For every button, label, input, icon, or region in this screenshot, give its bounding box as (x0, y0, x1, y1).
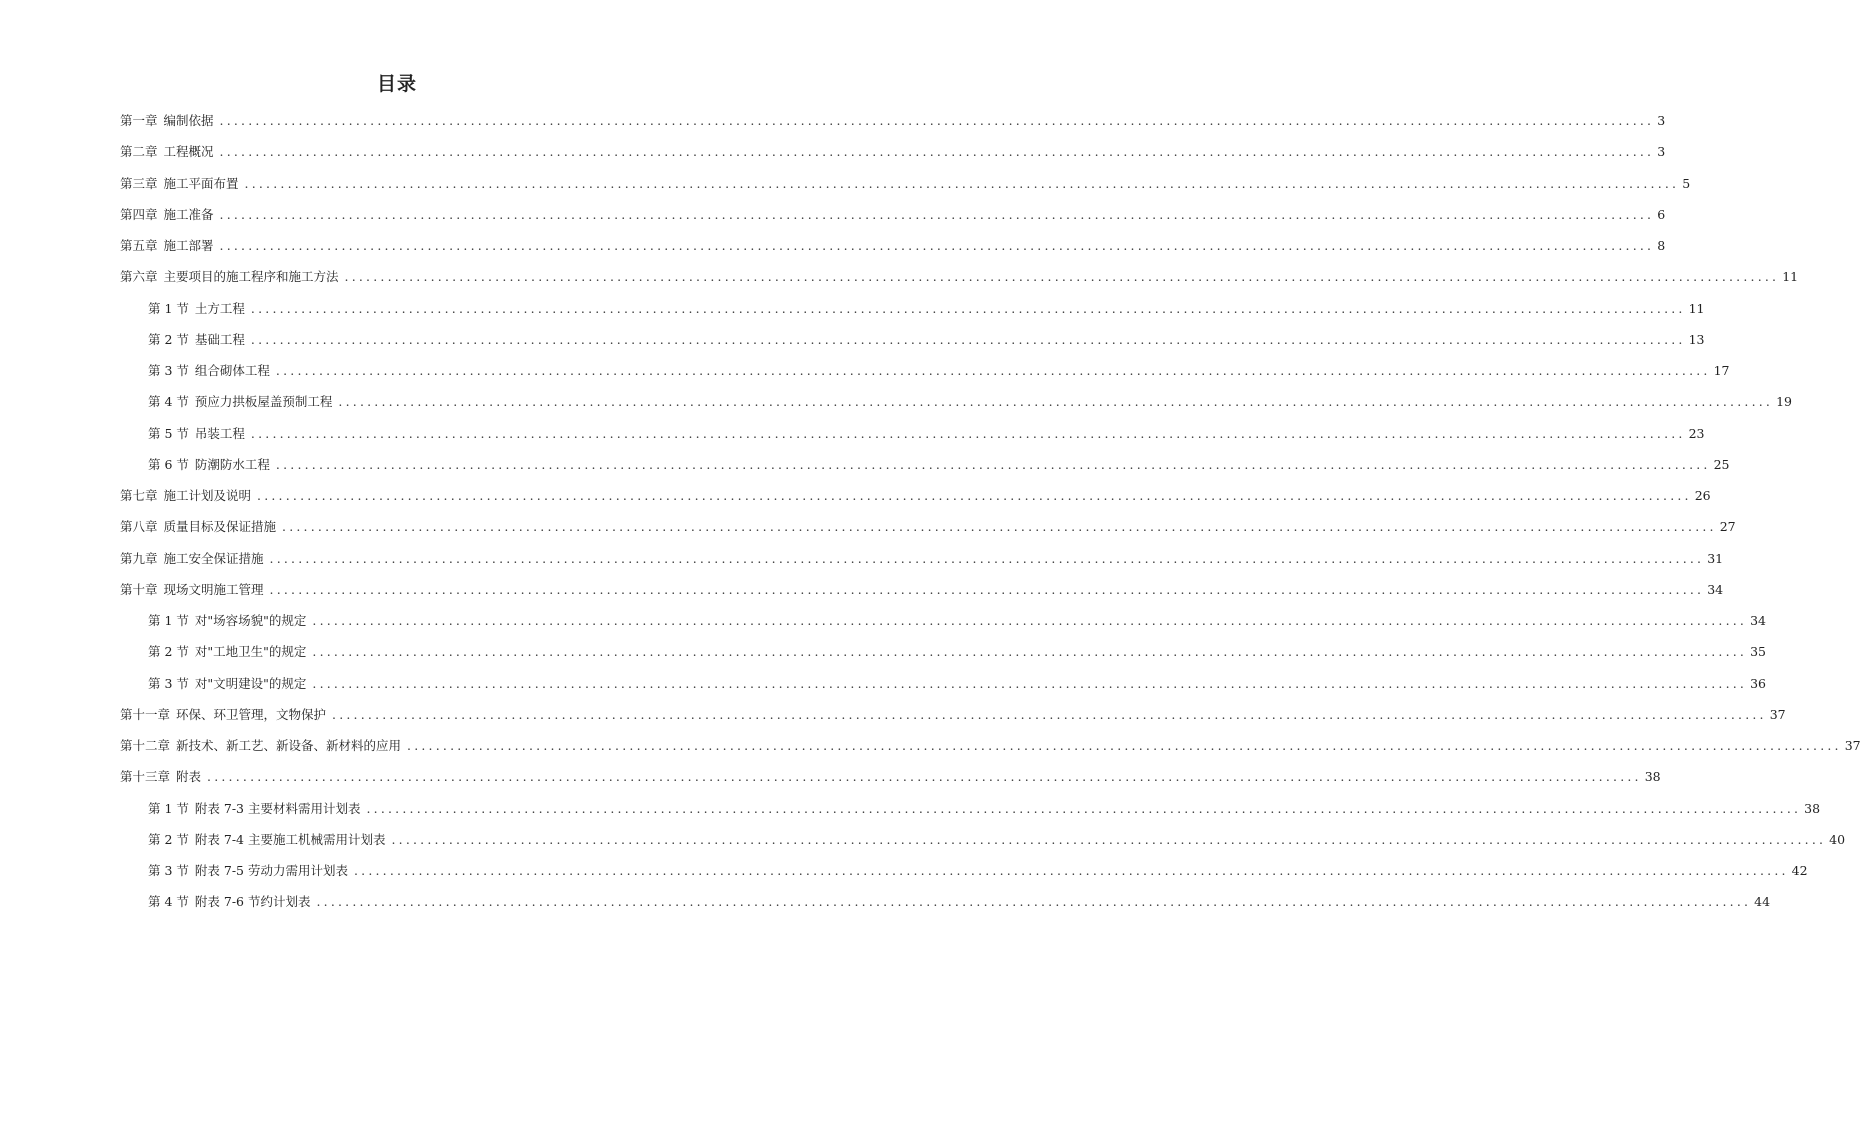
toc-entry-number: 第 4 节 (148, 894, 189, 910)
toc-entry-number: 第 1 节 (148, 800, 189, 816)
toc-entry-number: 第五章 (120, 238, 158, 253)
toc-entry[interactable] (120, 267, 1799, 298)
toc-entry-page: 38 (1804, 800, 1821, 816)
toc-entry-page: 23 (1688, 425, 1705, 441)
toc-entry-text: 附表 (176, 769, 202, 785)
toc-entry-page: 27 (1719, 519, 1736, 535)
toc-entry-number: 第六章 (120, 269, 158, 285)
toc-entry-number: 第十二章 (120, 738, 171, 753)
toc-dot-leader: ........................................................................................................................................................................................................ (275, 363, 1711, 378)
toc-entry[interactable] (120, 299, 1705, 330)
toc-title: 目录 (376, 73, 417, 95)
toc-entry-number: 第 2 节 (148, 331, 189, 347)
toc-entry-page: 11 (1688, 300, 1705, 316)
toc-dot-leader: ........................................................................................................................................................................................................ (244, 175, 1680, 191)
toc-entry[interactable] (120, 486, 1711, 517)
toc-entry-number: 第八章 (120, 519, 158, 535)
toc-entry[interactable] (120, 799, 1821, 830)
toc-entry-text: 附表 7-6 节约计划表 (194, 894, 311, 910)
toc-dot-leader: ........................................................................................................................................................................................................ (312, 613, 1748, 628)
toc-entry-page: 3 (1657, 144, 1666, 160)
toc-dot-leader: ........................................................................................................................................................................................................ (269, 581, 1705, 597)
toc-entry-text: 吊装工程 (194, 425, 245, 441)
toc-entry-text: 对"工地卫生"的规定 (194, 644, 307, 660)
toc-entry-page: 26 (1694, 488, 1711, 503)
toc-dot-leader: ........................................................................................................................................................................................................ (269, 550, 1705, 566)
toc-entry-text: 对"场容场貌"的规定 (194, 613, 307, 628)
toc-entry-number: 第十一章 (120, 706, 171, 722)
toc-dot-leader: ........................................................................................................................................................................................................ (250, 300, 1686, 316)
toc-entry[interactable] (120, 424, 1705, 455)
toc-dot-leader: ........................................................................................................................................................................................................ (391, 831, 1827, 847)
toc-entry-number: 第 3 节 (148, 675, 189, 691)
toc-entry-text: 主要项目的施工程序和施工方法 (163, 269, 339, 285)
toc-entry-number: 第三章 (120, 175, 158, 191)
toc-entry[interactable] (120, 455, 1730, 486)
toc-entry[interactable] (120, 392, 1793, 423)
toc-entry-text: 基础工程 (194, 331, 245, 347)
toc-entry-number: 第十三章 (120, 769, 171, 785)
toc-dot-leader: ........................................................................................................................................................................................................ (275, 456, 1711, 472)
toc-entry-text: 编制依据 (163, 113, 214, 128)
toc-entry[interactable] (120, 767, 1661, 798)
toc-dot-leader: ........................................................................................................................................................................................................ (338, 394, 1774, 410)
toc-entry-text: 防潮防水工程 (194, 456, 270, 472)
toc-entry[interactable] (120, 861, 1808, 892)
toc-entry-number: 第 3 节 (148, 863, 189, 878)
toc-entry[interactable] (120, 580, 1724, 611)
toc-entry-text: 施工安全保证措施 (163, 550, 264, 566)
toc-dot-leader: ........................................................................................................................................................................................................ (250, 331, 1686, 347)
toc-dot-leader: ........................................................................................................................................................................................................ (219, 144, 1655, 160)
toc-entry-number: 第 1 节 (148, 613, 189, 628)
toc-entry-text: 组合砌体工程 (194, 363, 270, 378)
toc-entry-text: 工程概况 (163, 144, 214, 160)
toc-entry[interactable] (120, 236, 1666, 267)
toc-entry-page: 34 (1707, 581, 1724, 597)
toc-entry-text: 现场文明施工管理 (163, 581, 264, 597)
toc-dot-leader: ........................................................................................................................................................................................................ (219, 238, 1655, 253)
toc-entry-number: 第四章 (120, 206, 158, 222)
toc-entry-number: 第 4 节 (148, 394, 189, 410)
toc-entry-page: 36 (1750, 675, 1766, 691)
toc-entry-text: 施工准备 (163, 206, 214, 222)
toc-entry-page: 37 (1769, 706, 1786, 722)
toc-entry-number: 第 6 节 (148, 456, 189, 472)
toc-entry-page: 17 (1713, 363, 1730, 378)
toc-entry[interactable] (120, 517, 1736, 548)
toc-entry-text: 土方工程 (194, 300, 245, 316)
toc-entry-number: 第 2 节 (148, 831, 189, 847)
toc-entry-text: 附表 7-5 劳动力需用计划表 (194, 863, 348, 878)
toc-entry[interactable] (120, 642, 1766, 673)
toc-entry-number: 第 1 节 (148, 300, 189, 316)
toc-dot-leader: ........................................................................................................................................................................................................ (312, 644, 1748, 660)
toc-entry[interactable] (120, 549, 1724, 580)
toc-entry[interactable] (120, 361, 1730, 392)
toc-dot-leader: ........................................................................................................................................................................................................ (257, 488, 1692, 503)
toc-dot-leader: ........................................................................................................................................................................................................ (219, 113, 1655, 128)
toc-entry-number: 第 5 节 (148, 425, 189, 441)
toc-dot-leader: ........................................................................................................................................................................................................ (250, 425, 1686, 441)
toc-entry-page: 6 (1657, 206, 1666, 222)
toc-entry-text: 附表 7-3 主要材料需用计划表 (194, 800, 361, 816)
toc-dot-leader: ........................................................................................................................................................................................................ (407, 738, 1842, 753)
toc-entry-page: 25 (1713, 456, 1730, 472)
toc-entry-text: 对"文明建设"的规定 (194, 675, 307, 691)
toc-dot-leader: ........................................................................................................................................................................................................ (207, 769, 1642, 785)
toc-entry-text: 附表 7-4 主要施工机械需用计划表 (194, 831, 386, 847)
toc-entry-page: 37 (1844, 738, 1861, 753)
toc-entry[interactable] (120, 330, 1705, 361)
toc-dot-leader: ........................................................................................................................................................................................................ (332, 706, 1767, 722)
toc-dot-leader: ........................................................................................................................................................................................................ (353, 863, 1789, 878)
toc-dot-leader: ........................................................................................................................................................................................................ (312, 675, 1748, 691)
toc-entry[interactable] (120, 142, 1666, 173)
toc-entry[interactable] (120, 205, 1666, 236)
toc-entry-text: 环保、环卫管理，文物保护 (176, 706, 327, 722)
toc-entry-page: 44 (1754, 894, 1771, 910)
toc-entry-text: 施工计划及说明 (163, 488, 252, 503)
toc-entry-page: 3 (1657, 113, 1666, 128)
toc-entry-number: 第 3 节 (148, 363, 189, 378)
toc-dot-leader: ........................................................................................................................................................................................................ (219, 206, 1655, 222)
toc-entry[interactable] (120, 705, 1786, 736)
toc-dot-leader: ........................................................................................................................................................................................................ (316, 894, 1752, 910)
toc-entry-page: 42 (1791, 863, 1808, 878)
toc-entry[interactable] (120, 174, 1691, 205)
toc-entry-page: 31 (1707, 550, 1724, 566)
toc-entry-page: 19 (1776, 394, 1793, 410)
toc-entry-number: 第九章 (120, 550, 158, 566)
toc-entry-page: 34 (1750, 613, 1766, 628)
toc-entry-text: 预应力拱板屋盖预制工程 (194, 394, 333, 410)
toc-entry-page: 40 (1829, 831, 1846, 847)
toc-entry-page: 8 (1657, 238, 1666, 253)
toc-entry-number: 第十章 (120, 581, 158, 597)
toc-entry-number: 第 2 节 (148, 644, 189, 660)
toc-entry-number: 第七章 (120, 488, 158, 503)
toc-dot-leader: ........................................................................................................................................................................................................ (344, 269, 1780, 285)
toc-entry-text: 施工部署 (163, 238, 214, 253)
toc-entry-page: 11 (1782, 269, 1799, 285)
toc-entry-number: 第二章 (120, 144, 158, 160)
toc-entry[interactable] (120, 892, 1771, 923)
toc-entry[interactable] (120, 674, 1766, 705)
toc-entry[interactable] (120, 111, 1666, 142)
toc-dot-leader: ........................................................................................................................................................................................................ (366, 800, 1802, 816)
toc-entry-text: 新技术、新工艺、新设备、新材料的应用 (176, 738, 402, 753)
toc-entry-text: 质量目标及保证措施 (163, 519, 277, 535)
toc-entry[interactable] (120, 830, 1846, 861)
toc-entry-number: 第一章 (120, 113, 158, 128)
toc-entry-page: 35 (1750, 644, 1766, 660)
toc-list (120, 111, 1861, 924)
toc-entry-page: 38 (1644, 769, 1661, 785)
toc-entry[interactable] (120, 611, 1766, 642)
toc-entry-page: 5 (1682, 175, 1691, 191)
toc-entry-page: 13 (1688, 331, 1705, 347)
toc-entry[interactable] (120, 736, 1861, 767)
toc-dot-leader: ........................................................................................................................................................................................................ (282, 519, 1717, 535)
toc-entry-text: 施工平面布置 (163, 175, 239, 191)
